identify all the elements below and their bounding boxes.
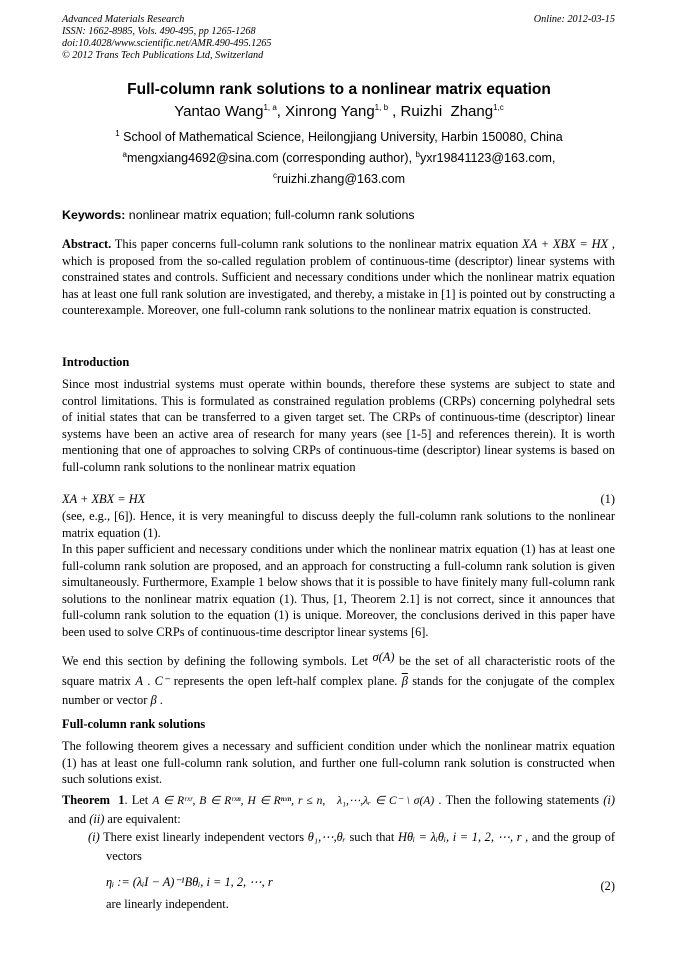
email-a: mengxiang4692@sina.com (corresponding author), [126, 151, 416, 165]
author-name: Xinrong Yang [285, 103, 375, 120]
email-sup: a [122, 149, 127, 159]
text: stands for the conjugate of the complex number or vector [62, 673, 615, 707]
theorem-label: Theorem 1 [62, 793, 125, 807]
email-sup: b [415, 149, 420, 159]
email-sup: c [272, 170, 277, 180]
keywords-text: nonlinear matrix equation; full-column rank solutions [125, 208, 415, 222]
beta-bar-symbol: $\overline{\beta}$ [401, 673, 408, 688]
equation-2-text: ηᵢ := (λᵢI − A)⁻¹Bθᵢ, i = 1, 2, ⋯, r [106, 875, 273, 889]
copyright: © 2012 Trans Tech Publications Ltd, Switzerland [62, 50, 264, 61]
paper-title: Full-column rank solutions to a nonlinear matrix equation [127, 81, 551, 98]
emails-line2 [0, 172, 678, 186]
text: be the set of all characteristic roots of the square matrix [62, 654, 615, 688]
equation-1-text: XA + XBX = HX [62, 492, 146, 506]
equation-number: (2) [600, 879, 615, 893]
keywords-label: Keywords: [62, 208, 126, 222]
author-name: Yantao Wang [174, 103, 264, 120]
abstract-equation: XA + XBX = HX [522, 237, 609, 251]
equation-number: (1) [600, 492, 615, 506]
affiliation-text: School of Mathematical Science, Heilongjiang University, Harbin 150080, China [123, 130, 563, 144]
text: We end this section by defining the following symbols. Let [62, 654, 373, 668]
theta-vectors: θ₁,⋯,θᵣ [307, 830, 346, 844]
text: . [156, 693, 163, 707]
email-c: ruizhi.zhang@163.com [276, 172, 406, 186]
intro-paragraph: (see, e.g., [6]). Hence, it is very meaningful to discuss deeply the full-column rank solutions to the nonlinear matrix equation (1). [62, 509, 615, 540]
intro-paragraph: Since most industrial systems must operate within bounds, therefore these systems are subject to state and control limitations. This is formulated as constrained regulation problems (CRPs) concerning polyhedral sets of initial states that can be transferred to a given target set. The CRPs of continuous-time (descriptor) linear systems have been an active area of research for many years (see [1-5] and references therein). It is worth mentioning that one of approaches to solving CRPs of continuous-time (descriptor) linear systems is based on full-column rank solutions to the nonlinear matrix equation [62, 377, 615, 474]
intro-paragraph: In this paper sufficient and necessary conditions under which the nonlinear matrix equation (1) has at least one full-column rank solution are proposed, and an approach for constructing a full-column rank solution is given simultaneously. Furthermore, Example 1 below shows that it is possible to have finitely many full-column rank solutions to the nonlinear matrix equation (1). Thus, [1, Theorem 2.1] is not correct, since it announces that full-column rank solution to the equation (1) is unique. Moreover, the conclusions derived in this paper have been used to solve CRPs of continuous-time descriptor linear systems [6]. [62, 542, 615, 639]
c-minus-symbol: C⁻ [154, 673, 170, 688]
affiliation [0, 130, 678, 144]
abstract [62, 236, 615, 319]
text: , and the group of vectors [106, 830, 616, 863]
section-heading: Full-column rank solutions [62, 717, 206, 731]
author-sup: 1,c [493, 103, 504, 112]
theorem-math: A ∈ Rʳˣʳ, B ∈ Rʳˣⁿ, H ∈ Rⁿˣⁿ, r ≤ n, λ₁,⋯,λᵣ ∈ C⁻ \ σ(A) [152, 795, 435, 807]
text: are equivalent: [104, 812, 181, 826]
email-b: yxr19841123@163.com, [419, 151, 556, 165]
author-sup: 1, a [263, 103, 277, 112]
abstract-text: , which is proposed from the so-called regulation problem of continuous-time (descriptor) linear systems with constrained states and controls. Sufficient and necessary conditions under which the nonlinear matrix equation has at least one full rank solution are investigated, and thereby, a mistake in [1] is pointed out by constructing a counterexample. Moreover, one full-column rank solutions to the nonlinear matrix equation is constructed. [62, 237, 615, 317]
author-sup: 1, b [374, 103, 389, 112]
equation-2 [106, 874, 615, 891]
statement-i-ref: (i) [603, 793, 615, 807]
text: such that [345, 830, 398, 844]
text: . Then the following statements [434, 793, 604, 807]
beta-symbol: β [150, 693, 157, 707]
authors: Yantao Wang$^{1, a}$, Xinrong Yang$^{1, b}$ , Ruizhi Zhang$^{1,c}$ [174, 103, 504, 120]
text: represents the open left-half complex plane. [169, 673, 402, 688]
affiliation-sup: 1 [115, 128, 120, 138]
journal-name: Advanced Materials Research [62, 14, 185, 25]
text: . [142, 673, 155, 688]
online-date: Online: 2012-03-15 [533, 14, 615, 25]
section-paragraph: The following theorem gives a necessary and sufficient condition under which the nonlinear matrix equation (1) has at least one full-column rank solution, and further one full-column rank solution is constructed when such solutions exist. [62, 739, 615, 786]
equation-1 [62, 491, 615, 508]
text: and [62, 812, 90, 826]
keywords [62, 207, 615, 224]
statement-ii-ref: (ii) [89, 812, 105, 826]
statement-i [88, 828, 615, 866]
emails-line1 [0, 151, 678, 165]
issn: ISSN: 1662-8985, Vols. 490-495, pp 1265-1268 [62, 26, 256, 37]
eigen-equation: Hθᵢ = λᵢθᵢ, i = 1, 2, ⋯, r [398, 830, 522, 844]
theorem-1 [62, 791, 615, 828]
sigma-symbol: σ(A) [372, 650, 395, 664]
text: There exist linearly independent vectors [99, 830, 308, 844]
intro-heading: Introduction [62, 355, 130, 369]
author-name: Ruizhi Zhang [400, 103, 494, 120]
text: . Let [124, 793, 153, 807]
doi: doi:10.4028/www.scientific.net/AMR.490-495.1265 [62, 38, 272, 49]
journal-info [62, 14, 271, 62]
symbols-paragraph [62, 652, 615, 711]
statement-i-label: (i) [88, 830, 100, 844]
statement-i-end: are linearly independent. [106, 897, 229, 911]
abstract-text: This paper concerns full-column rank solutions to the nonlinear matrix equation [111, 237, 523, 251]
matrix-symbol: A [135, 673, 143, 688]
abstract-label: Abstract. [62, 237, 112, 251]
